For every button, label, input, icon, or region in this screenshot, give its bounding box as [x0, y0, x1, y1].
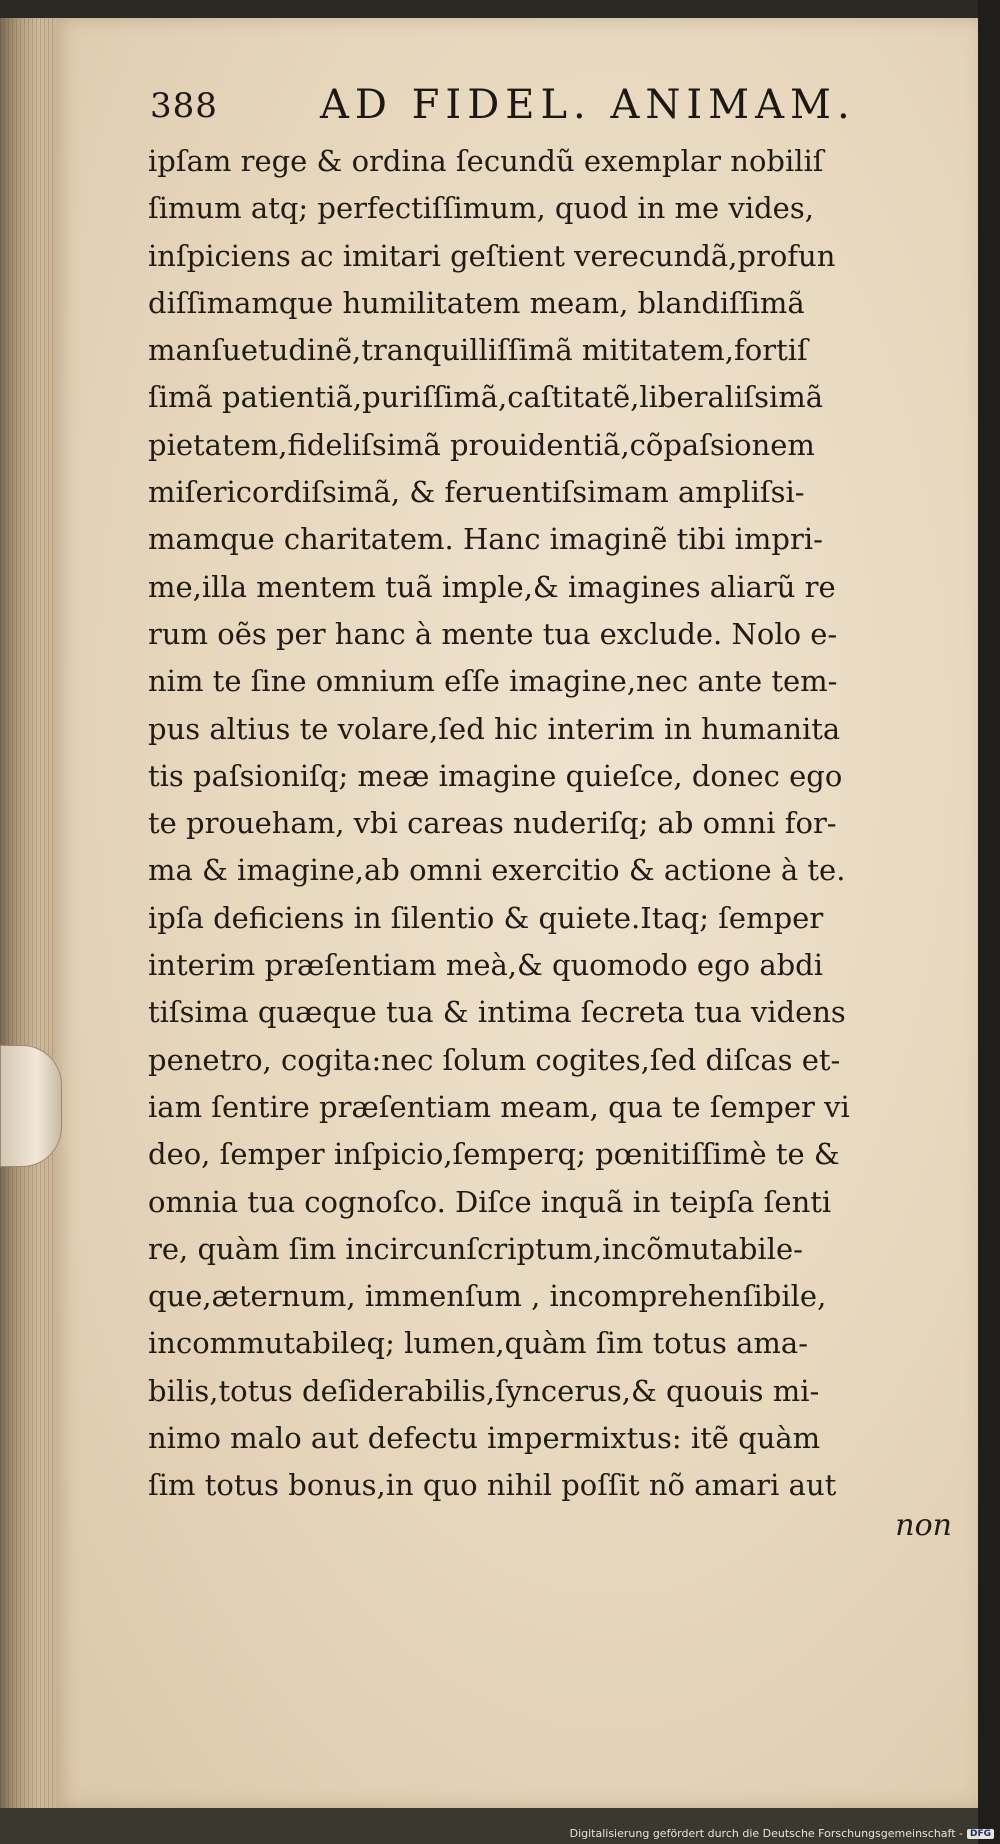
text-line: me,illa mentem tuã imple,& imagines aliarũ re [148, 569, 836, 604]
text-line: re, quàm ſim incircunſcriptum,incõmutabile- [148, 1231, 803, 1266]
text-line: ſimum atq; perfectiſſimum, quod in me vides, [148, 191, 814, 226]
text-line: ipſam rege & ordina ſecundũ exemplar nobiliſ [148, 144, 824, 178]
dfg-logo: DFG [967, 1829, 994, 1839]
book-page-edges [0, 18, 64, 1808]
text-line: ſimã patientiã,puriſſimã,caſtitatẽ,liberaliſsimã [148, 380, 824, 415]
page-number: 388 [150, 86, 218, 126]
text-line: interim præſentiam meà,& quomodo ego abdi [148, 948, 824, 983]
scan-background-right [978, 0, 1000, 1844]
book-clasp [0, 1045, 62, 1167]
text-line: nim te ſine omnium eſſe imagine,nec ante tem- [148, 664, 838, 699]
text-line: pietatem,fideliſsimã prouidentiã,cõpaſsionem [148, 427, 815, 462]
text-line: incommutabileq; lumen,quàm ſim totus ama- [148, 1326, 809, 1361]
text-line: te proueham, vbi careas nuderiſq; ab omni for- [148, 806, 837, 841]
text-line: manſuetudinẽ,tranquilliſſimã mititatem,fortiſ [148, 333, 808, 368]
text-line: penetro, cogita:nec ſolum cogites,ſed diſcas et- [148, 1042, 841, 1077]
catchword: non [895, 1508, 952, 1543]
text-line: que,æternum, immenſum , incomprehenſibile, [148, 1279, 827, 1314]
text-line: miſericordiſsimã, & feruentiſsimam ampliſsi- [148, 475, 805, 510]
text-line: iam ſentire præſentiam meam, qua te ſemper vi [148, 1089, 850, 1124]
text-line: deo, ſemper inſpicio,ſemperq; pœnitiſſimè te & [148, 1137, 840, 1172]
text-line: omnia tua cognoſco. Diſce inquã in teipſa ſenti [148, 1184, 832, 1219]
body-text [148, 138, 968, 1510]
text-line: ipſa deficiens in ſilentio & quiete.Itaq; ſemper [148, 900, 824, 935]
running-head: AD FIDEL. ANIMAM. [320, 82, 856, 128]
text-line: diſſimamque humilitatem meam, blandiſſimã [148, 285, 805, 320]
text-line: mamque charitatem. Hanc imaginẽ tibi impri- [148, 522, 823, 557]
text-line: pus altius te volare,ſed hic interim in humanita [148, 711, 841, 746]
scan-background-top [0, 0, 1000, 18]
text-line: nimo malo aut defectu impermixtus: itẽ quàm [148, 1421, 821, 1456]
text-line: tis paſsioniſq; meæ imagine quieſce, donec ego [148, 758, 843, 793]
text-line: bilis,totus deſiderabilis,ſyncerus,& quouis mi- [148, 1373, 820, 1408]
digitization-credit [570, 1827, 994, 1840]
text-line: inſpiciens ac imitari geſtient verecundã,profun [148, 238, 836, 273]
page-header [150, 82, 930, 132]
text-line: tiſsima quæque tua & intima ſecreta tua videns [148, 995, 846, 1030]
credit-text: Digitalisierung gefördert durch die Deutsche Forschungsgemeinschaft - [569, 1827, 963, 1840]
text-line: ma & imagine,ab omni exercitio & actione à te. [148, 853, 846, 888]
text-line: ſim totus bonus,in quo nihil poſſit nõ amari aut [148, 1468, 837, 1503]
text-line: rum oẽs per hanc à mente tua exclude. Nolo e- [148, 616, 838, 651]
